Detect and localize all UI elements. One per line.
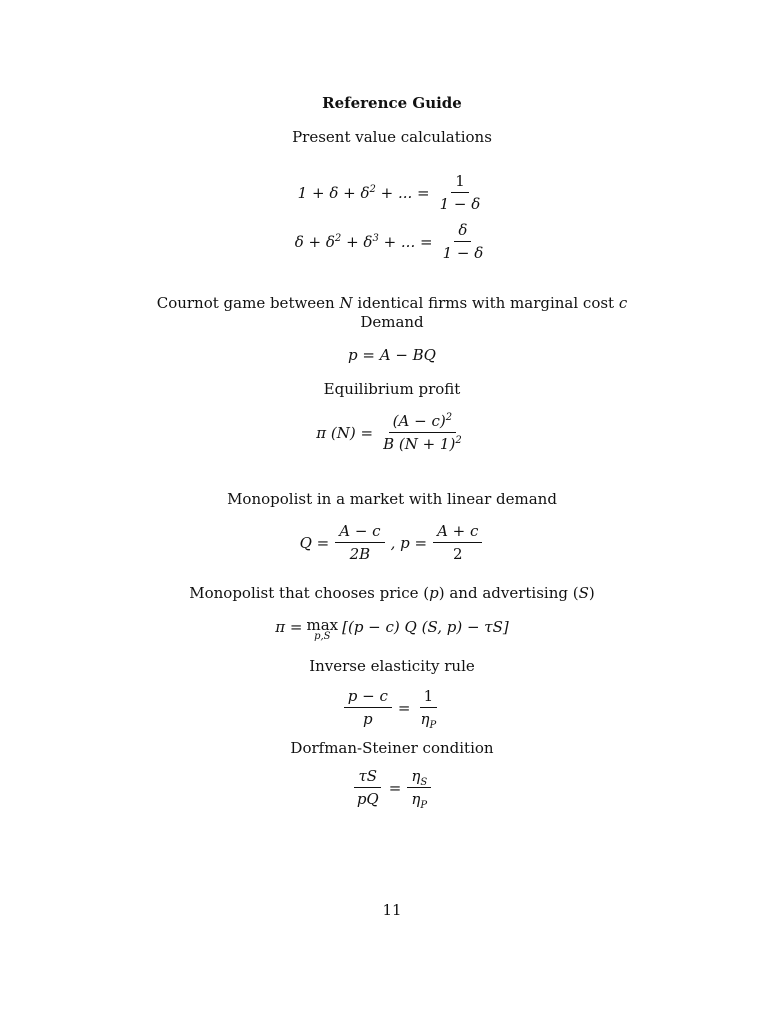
- equals-sign: =: [397, 698, 411, 717]
- pv-eq1-lhs: 1 + δ + δ: [297, 183, 370, 202]
- q-num: A − c: [335, 522, 384, 543]
- pv-eq1-fraction: [436, 172, 485, 213]
- equals-sign: =: [388, 778, 402, 797]
- dorfman-heading: Dorfman-Steiner condition: [290, 739, 494, 757]
- page-title: Reference Guide: [322, 94, 462, 112]
- pv-eq1-den: 1 − δ: [439, 195, 481, 213]
- profit-num-exp: 2: [445, 412, 453, 423]
- profit-fraction: [379, 412, 466, 453]
- demand-equation: p = A − BQ: [348, 346, 436, 364]
- pv-eq1-exp: 2: [369, 183, 376, 195]
- elasticity-equation: [0, 687, 784, 731]
- dorfman-lhs-fraction: [353, 767, 383, 808]
- monopolist-equation: [0, 522, 784, 563]
- advertising-heading: [0, 584, 784, 602]
- monopolist-heading: Monopolist in a market with linear demand: [227, 490, 557, 508]
- cournot-heading-a: Cournot game between: [156, 294, 340, 312]
- dorfman-lhs-den: pQ: [356, 790, 379, 808]
- dorfman-rhs-den: η: [411, 790, 421, 808]
- pv-eq2-lhs: δ + δ: [294, 232, 335, 251]
- q-fraction: [335, 522, 384, 563]
- pv-eq2-mid: + δ: [341, 232, 373, 251]
- pv-eq2-num: δ: [454, 221, 471, 242]
- pv-eq2-tail: + ... =: [378, 232, 433, 251]
- dorfman-rhs-num-sub: S: [420, 777, 428, 788]
- pv-eq1-num: 1: [451, 172, 469, 193]
- profit-den: B (N + 1): [383, 435, 456, 453]
- pv-eq1-tail: + ... =: [375, 183, 430, 202]
- elasticity-rhs-fraction: [416, 687, 440, 731]
- advertising-heading-p: p: [429, 584, 439, 602]
- max-op-subscript: p,S: [314, 631, 331, 642]
- profit-lhs: π (N) =: [316, 423, 374, 442]
- cournot-heading: [0, 294, 784, 312]
- pv-equation-1: [0, 172, 784, 213]
- demand-label: Demand: [360, 313, 424, 331]
- max-op-label: max: [306, 616, 339, 634]
- advertising-heading-a: Monopolist that chooses price (: [189, 584, 430, 602]
- profit-equation: [0, 412, 784, 453]
- cournot-heading-n: N: [339, 294, 353, 312]
- pi-lhs: π =: [275, 618, 303, 636]
- p-den: 2: [452, 545, 463, 563]
- q-den: 2B: [349, 545, 371, 563]
- profit-num: (A − c): [392, 412, 446, 430]
- profit-den-exp: 2: [455, 435, 462, 446]
- advertising-heading-s: S: [578, 584, 589, 602]
- dorfman-rhs-fraction: [407, 767, 431, 811]
- dorfman-equation: [0, 767, 784, 811]
- p-num: A + c: [433, 522, 482, 543]
- elasticity-lhs-num: p − c: [344, 687, 392, 708]
- page-number: 11: [382, 901, 402, 919]
- elasticity-heading: Inverse elasticity rule: [309, 657, 475, 675]
- pi-rhs: [(p − c) Q (S, p) − τS]: [342, 618, 509, 636]
- elasticity-rhs-num: 1: [420, 687, 438, 708]
- profit-label: Equilibrium profit: [323, 380, 461, 398]
- advertising-heading-b: ) and advertising (: [438, 584, 579, 602]
- pv-eq2-exp-b: 3: [372, 232, 379, 244]
- elasticity-rhs-den: η: [420, 710, 430, 728]
- elasticity-rhs-den-sub: P: [429, 720, 437, 731]
- dorfman-rhs-num: η: [411, 767, 421, 785]
- pv-eq2-exp-a: 2: [334, 232, 342, 244]
- advertising-equation: [0, 618, 784, 642]
- elasticity-lhs-den: p: [363, 710, 373, 728]
- dorfman-rhs-den-sub: P: [420, 800, 428, 811]
- cournot-heading-c: c: [618, 294, 628, 312]
- cournot-heading-b: identical firms with marginal cost: [352, 294, 619, 312]
- pv-equation-2: [0, 221, 784, 262]
- q-lhs: Q =: [299, 533, 330, 552]
- p-lhs: , p =: [390, 533, 428, 552]
- pv-eq2-den: 1 − δ: [442, 244, 484, 262]
- dorfman-lhs-num: τS: [354, 767, 381, 788]
- advertising-heading-c: ): [588, 584, 595, 602]
- p-fraction: [433, 522, 482, 563]
- elasticity-lhs-fraction: [344, 687, 392, 728]
- pv-eq2-fraction: [439, 221, 488, 262]
- pv-heading: Present value calculations: [292, 128, 492, 146]
- max-operator: [306, 618, 338, 642]
